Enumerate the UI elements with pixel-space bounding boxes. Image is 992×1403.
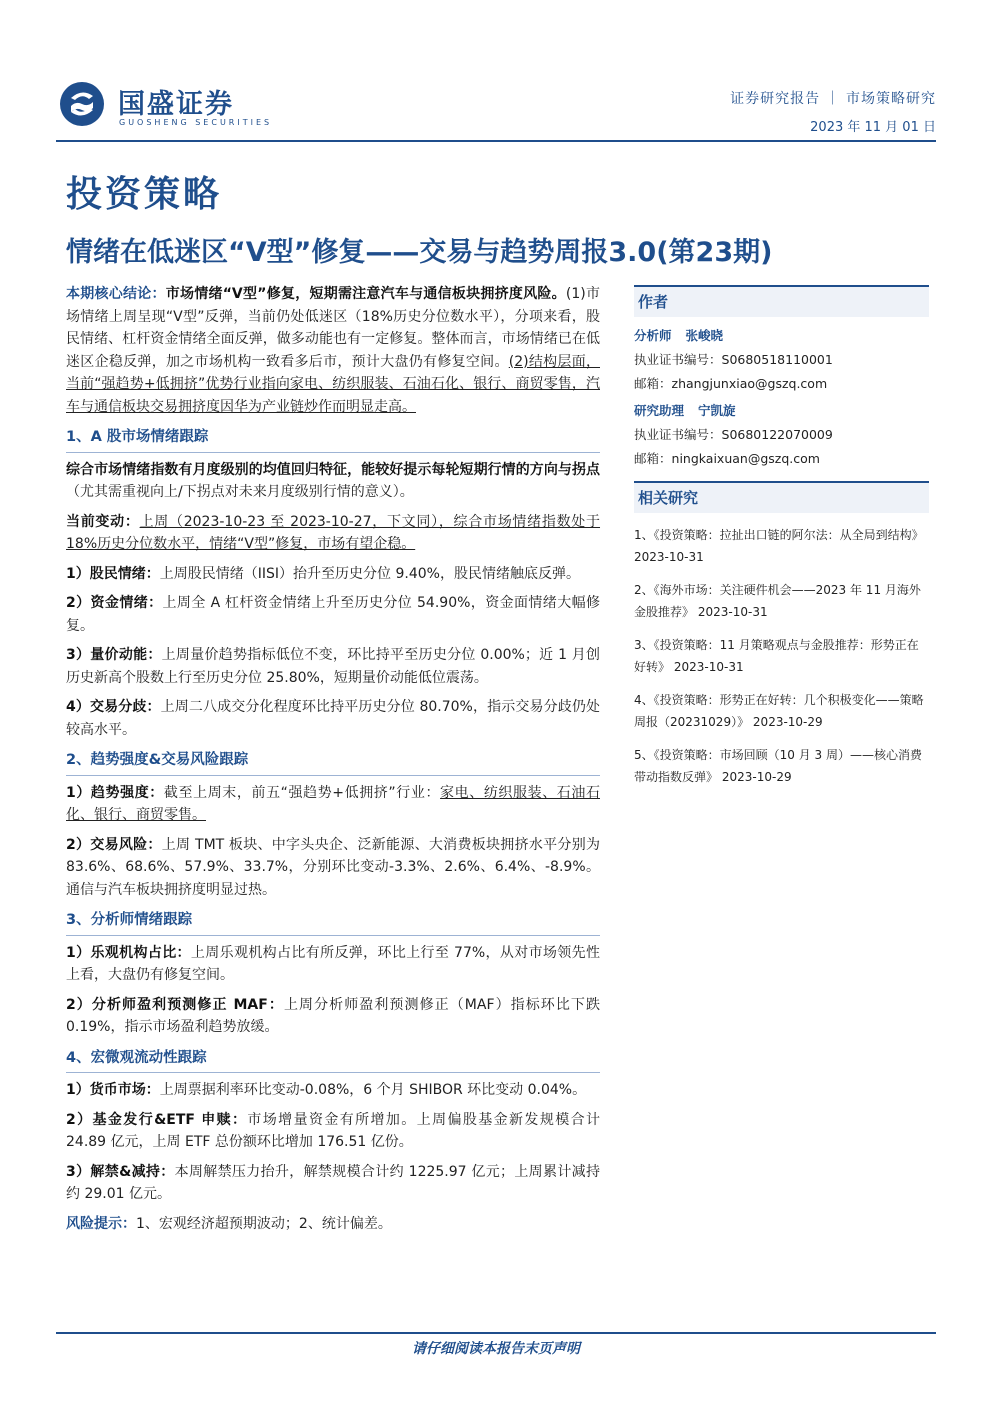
item-label: 2）分析师盈利预测修正 MAF： bbox=[66, 996, 284, 1013]
cert-label: 执业证书编号： bbox=[634, 427, 722, 442]
company-logo bbox=[56, 78, 273, 134]
logo-text-cn: 国盛证券 bbox=[118, 89, 234, 120]
related-title: 3、《投资策略：11 月策略观点与金股推荐：形势正在好转》 bbox=[634, 638, 919, 674]
author-email bbox=[634, 374, 929, 392]
related-item[interactable] bbox=[634, 579, 929, 623]
list-item bbox=[66, 942, 600, 987]
author-cert bbox=[634, 425, 929, 443]
item-text: 截至上周末，前五“强趋势+低拥挤”行业： bbox=[163, 784, 441, 801]
author-name: 宁凯旋 bbox=[698, 403, 736, 418]
list-item bbox=[66, 592, 600, 637]
author-role bbox=[634, 401, 929, 419]
list-item bbox=[66, 782, 600, 827]
logo-text-en: GUOSHENG SECURITIES bbox=[119, 118, 273, 127]
email-link[interactable]: zhangjunxiao@gszq.com bbox=[671, 376, 828, 391]
item-text: 上周全 A 杠杆资金情绪上升至历史分位 54.90%，资金面情绪大幅修复。 bbox=[66, 595, 600, 634]
item-label: 3）量价动能： bbox=[66, 647, 162, 663]
item-label: 1）趋势强度： bbox=[66, 784, 164, 801]
related-date: 2023-10-29 bbox=[721, 770, 792, 784]
author-cert bbox=[634, 350, 929, 368]
section-title: 3、分析师情绪跟踪 bbox=[66, 909, 600, 936]
item-text: 上周二八成交分化程度环比持平历史分位 80.70%，指示交易分歧仍处较高水平。 bbox=[66, 699, 600, 738]
email-link[interactable]: ningkaixuan@gszq.com bbox=[671, 451, 820, 466]
related-title: 4、《投资策略：形势正在好转：几个积极变化——策略周报（20231029）》 bbox=[634, 693, 924, 729]
risk-label: 风险提示： bbox=[66, 1215, 136, 1232]
email-label: 邮箱： bbox=[634, 376, 672, 391]
list-item bbox=[66, 1079, 600, 1102]
email-label: 邮箱： bbox=[634, 451, 672, 466]
author-role bbox=[634, 326, 929, 344]
item-text: 上周 TMT 板块、中字头央企、泛新能源、大消费板块拥挤水平分别为 83.6%、68.6%、57.9%、33.7%，分别环比变动-3.3%、2.6%、6.4%、-8.9%。通信与汽车板块拥挤度明显过热。 bbox=[66, 836, 600, 898]
report-title: 情绪在低迷区“V型”修复——交易与趋势周报3.0(第23期) bbox=[66, 237, 773, 268]
summary-paragraph bbox=[66, 283, 600, 418]
item-label: 4）交易分歧： bbox=[66, 699, 161, 715]
list-item bbox=[66, 1109, 600, 1154]
author-name: 张峻晓 bbox=[685, 328, 724, 343]
guosheng-logo-icon bbox=[58, 80, 106, 128]
item-text-underlined: 家电、纺织服装、石油石化、银行、商贸零售。 bbox=[66, 784, 600, 823]
item-label: 2）资金情绪： bbox=[66, 595, 163, 611]
item-label: 2）基金发行&ETF 申赎： bbox=[66, 1111, 248, 1128]
intro-bold: 综合市场情绪指数有月度级别的均值回归特征，能较好提示每轮短期行情的方向与拐点 bbox=[66, 461, 600, 478]
section-title: 1、A 股市场情绪跟踪 bbox=[66, 426, 600, 453]
related-research bbox=[634, 481, 929, 788]
section-intro bbox=[66, 459, 600, 504]
cert-label: 执业证书编号： bbox=[634, 352, 722, 367]
related-item[interactable] bbox=[634, 744, 929, 788]
risk-text: 1、宏观经济超预期波动；2、统计偏差。 bbox=[136, 1215, 392, 1232]
list-item bbox=[66, 644, 600, 689]
current-change bbox=[66, 511, 600, 556]
current-text: 上周（2023-10-23 至 2023-10-27，下文同），综合市场情绪指数处于18%历史分位数水平，情绪“V型”修复，市场有望企稳。 bbox=[66, 513, 601, 552]
report-date: 2023 年 11 月 01 日 bbox=[810, 120, 936, 135]
author-role-label: 研究助理 bbox=[634, 403, 685, 418]
item-text: 上周票据利率环比变动-0.08%，6 个月 SHIBOR 环比变动 0.04%。 bbox=[159, 1082, 587, 1098]
related-heading: 相关研究 bbox=[634, 481, 929, 513]
related-title: 5、《投资策略：市场回顾（10 月 3 周）——核心消费带动指数反弹》 bbox=[634, 748, 922, 784]
item-text: 上周乐观机构占比有所反弹，环比上行至 77%，从对市场领先性上看，大盘仍有修复空间。 bbox=[66, 944, 600, 983]
intro-rest: （尤其需重视向上/下拐点对未来月度级别行情的意义）。 bbox=[66, 484, 414, 500]
section-title: 4、宏微观流动性跟踪 bbox=[66, 1047, 600, 1074]
author-role-label: 分析师 bbox=[634, 328, 672, 343]
risk-warning bbox=[66, 1213, 600, 1236]
footer-disclaimer: 请仔细阅读本报告末页声明 bbox=[412, 1341, 580, 1357]
related-title: 2、《海外市场：关注硬件机会——2023 年 11 月海外金股推荐》 bbox=[634, 583, 921, 619]
related-item[interactable] bbox=[634, 634, 929, 678]
summary-point-1: (1)市场情绪上周呈现“V型”反弹，当前仍处低迷区（18%历史分位数水平），分项来看，股民情绪、杠杆资金情绪全面反弹，做多动能也有一定修复。整体而言，市场情绪已在低迷区企稳反弹，加之市场机构一致看多后市，预计大盘仍有修复空间。 bbox=[66, 286, 600, 370]
item-label: 1）股民情绪： bbox=[66, 565, 160, 582]
item-text: 本周解禁压力抬升，解禁规模合计约 1225.97 亿元；上周累计减持约 29.01 亿元。 bbox=[66, 1163, 601, 1202]
list-item bbox=[66, 834, 600, 902]
list-item bbox=[66, 1161, 600, 1206]
author-email bbox=[634, 449, 929, 467]
cert-number: S0680122070009 bbox=[721, 427, 833, 442]
summary-point-3: 汽车与通信板块交易拥挤度因华为产业链炒作而明显走高。 bbox=[66, 376, 600, 415]
related-title: 1、《投资策略：拉扯出口链的阿尔法：从全局到结构》 bbox=[634, 528, 924, 542]
item-label: 1）货币市场： bbox=[66, 1082, 160, 1098]
footer-divider bbox=[56, 1332, 936, 1334]
report-type: 证券研究报告 ｜ 市场策略研究 bbox=[730, 91, 936, 107]
item-label: 3）解禁&减持： bbox=[66, 1163, 175, 1180]
main-content bbox=[66, 283, 600, 1242]
sidebar bbox=[634, 285, 929, 788]
authors-heading: 作者 bbox=[634, 285, 929, 317]
summary-lead: 市场情绪“V型”修复，短期需注意汽车与通信板块拥挤度风险。 bbox=[165, 286, 566, 302]
list-item bbox=[66, 696, 600, 741]
related-date: 2023-10-29 bbox=[752, 715, 823, 729]
header-divider bbox=[56, 140, 936, 142]
related-date: 2023-10-31 bbox=[697, 605, 768, 619]
current-label: 当前变动： bbox=[66, 513, 140, 530]
list-item bbox=[66, 563, 600, 586]
list-item bbox=[66, 994, 600, 1039]
item-text: 市场增量资金有所增加。上周偏股基金新发规模合计 24.89 亿元，上周 ETF 总份额环比增加 176.51 亿份。 bbox=[66, 1111, 600, 1150]
related-item[interactable] bbox=[634, 524, 929, 568]
item-label: 1）乐观机构占比： bbox=[66, 944, 191, 961]
related-item[interactable] bbox=[634, 689, 929, 733]
item-label: 2）交易风险： bbox=[66, 836, 162, 853]
cert-number: S0680518110001 bbox=[721, 352, 833, 367]
related-date: 2023-10-31 bbox=[634, 550, 704, 564]
header-meta bbox=[730, 88, 936, 135]
section-title: 2、趋势强度&交易风险跟踪 bbox=[66, 749, 600, 776]
item-text: 上周量价趋势指标低位不变，环比持平至历史分位 0.00%；近 1 月创历史新高个股数上行至历史分位 25.80%，短期量价动能低位震荡。 bbox=[66, 647, 600, 686]
related-date: 2023-10-31 bbox=[673, 660, 744, 674]
summary-label: 本期核心结论： bbox=[66, 286, 166, 302]
item-text: 上周分析师盈利预测修正（MAF）指标环比下跌 0.19%，指示市场盈利趋势放缓。 bbox=[66, 996, 600, 1035]
summary-point-2: (2)结构层面，当前“强趋势+低拥挤”优势行业指向家电、纺织服装、石油石化、银行、商贸零售， bbox=[66, 353, 600, 392]
page-header bbox=[56, 70, 936, 140]
item-text: 上周股民情绪（IISI）抬升至历史分位 9.40%，股民情绪触底反弹。 bbox=[159, 565, 580, 582]
report-category: 投资策略 bbox=[66, 174, 223, 215]
